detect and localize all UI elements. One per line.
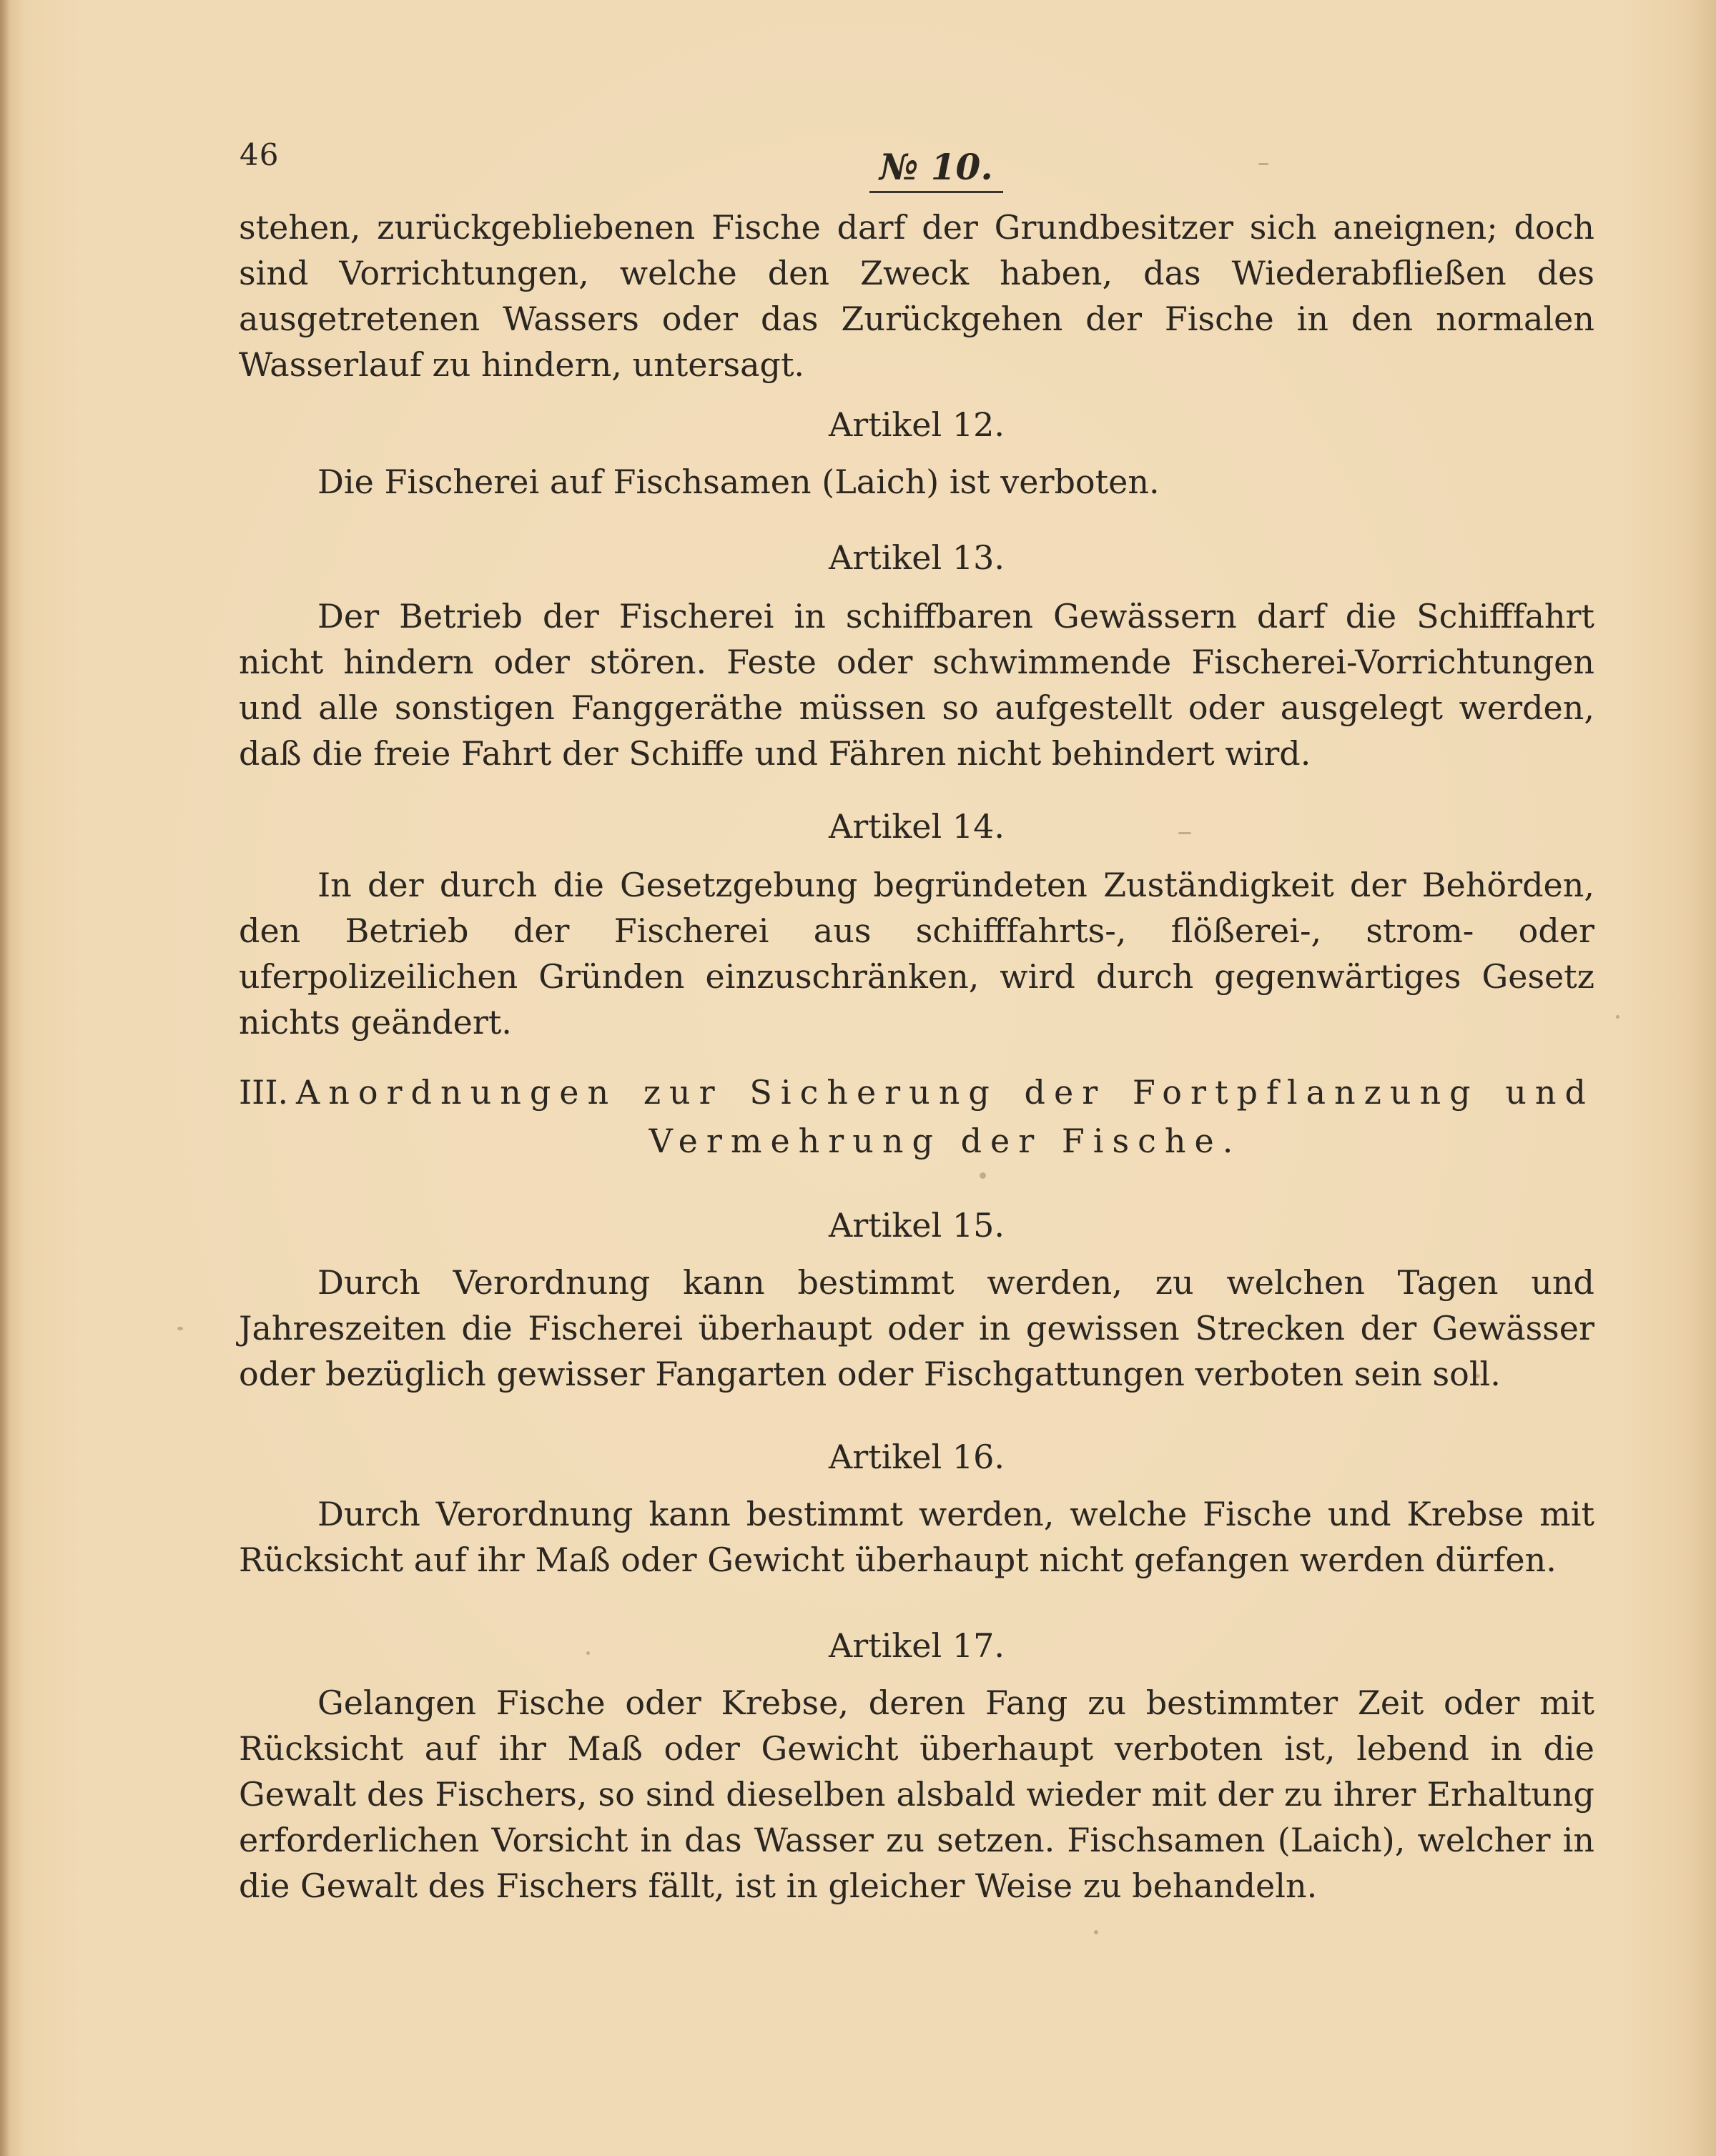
page-edge-shadow xyxy=(0,0,10,2156)
section-heading xyxy=(239,1068,1594,1165)
article-13-heading: Artikel 13. xyxy=(829,538,1005,577)
continuation-paragraph: stehen, zurückgebliebenen Fische darf der Grundbesitzer sich aneignen; doch sind Vorrichtungen, welche den Zweck haben, das Wiederabfließen des ausgetretenen Wassers oder das Zurückgehen der Fische in den normalen Wasserlauf zu hindern, untersagt. xyxy=(239,208,1594,384)
article-14-heading: Artikel 14. xyxy=(829,807,1005,846)
article-16-heading: Artikel 16. xyxy=(829,1438,1005,1476)
article-12-heading: Artikel 12. xyxy=(829,405,1005,444)
article-14-text: In der durch die Gesetzgebung begründeten Zuständigkeit der Behörden, den Betrieb der Fischerei aus schifffahrts-, flößerei-, strom- oder uferpolizeilichen Gründen einzuschränken, wird durch gegenwärtiges Gesetz nichts geändert. xyxy=(239,866,1594,1042)
paper-speck xyxy=(1616,1015,1619,1019)
article-17-text: Gelangen Fische oder Krebse, deren Fang zu bestimmter Zeit oder mit Rücksicht auf ihr Maß oder Gewicht überhaupt verboten ist, lebend in die Gewalt des Fischers, so sind dieselben alsbald wieder mit der zu ihrer Erhaltung erforderlichen Vorsicht in das Wasser zu setzen. Fischsamen (Laich), welcher in die Gewalt des Fischers fällt, ist in gleicher Weise zu behandeln. xyxy=(239,1683,1594,1905)
article-15-heading: Artikel 15. xyxy=(829,1206,1005,1245)
paper-speck xyxy=(980,1172,986,1179)
article-16-text: Durch Verordnung kann bestimmt werden, welche Fische und Krebse mit Rücksicht auf ihr Maß oder Gewicht überhaupt nicht gefangen werden dürfen. xyxy=(239,1495,1594,1579)
article-15-text: Durch Verordnung kann bestimmt werden, zu welchen Tagen und Jahreszeiten die Fischerei überhaupt oder in gewissen Strecken der Gewässer oder bezüglich gewisser Fangarten oder Fischgattungen verboten sein soll. xyxy=(239,1263,1594,1393)
paper-speck xyxy=(177,1327,183,1330)
paper-speck xyxy=(1258,163,1268,165)
article-17-heading: Artikel 17. xyxy=(829,1626,1005,1665)
article-12-text: Die Fischerei auf Fischsamen (Laich) ist verboten. xyxy=(317,463,1160,501)
paper-speck xyxy=(1094,1930,1098,1934)
issue-number: № 10. xyxy=(869,146,1003,193)
article-13-text: Der Betrieb der Fischerei in schiffbaren Gewässern darf die Schifffahrt nicht hindern oder stören. Feste oder schwimmende Fischerei-Vorrichtungen und alle sonstigen Fanggeräthe müssen so aufgestellt oder ausgelegt werden, daß die freie Fahrt der Schiffe und Fähren nicht behindert wird. xyxy=(239,597,1594,773)
section-numeral: III. xyxy=(239,1073,289,1112)
page-number: 46 xyxy=(240,137,280,172)
section-title: Anordnungen zur Sicherung der Fortpflanzung und Vermehrung der Fische. xyxy=(296,1073,1594,1160)
